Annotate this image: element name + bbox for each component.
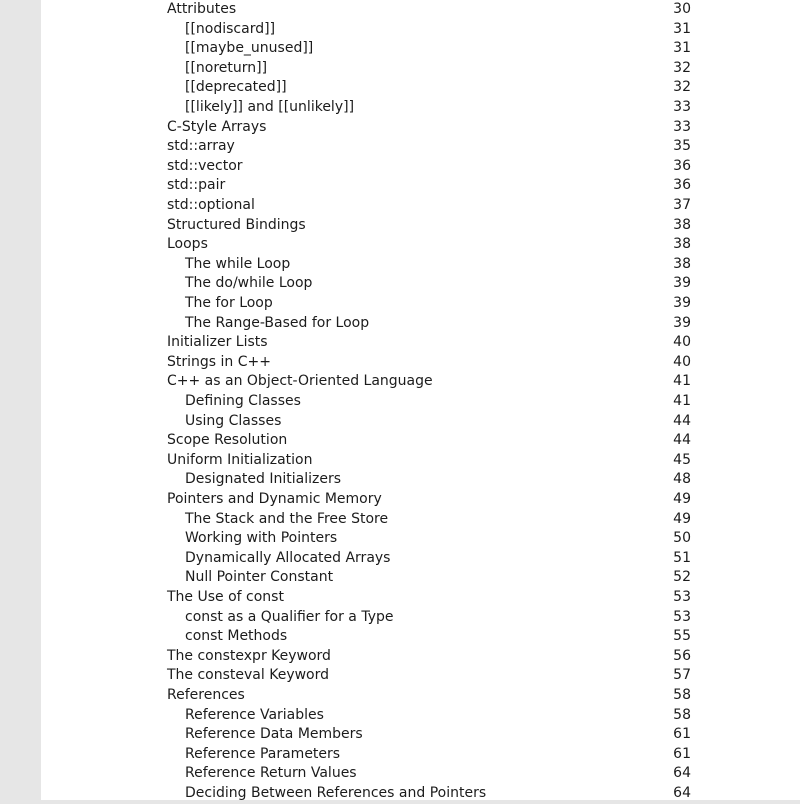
toc-entry[interactable]: [41, 39, 800, 59]
toc-entry-page-number: 61: [673, 726, 691, 743]
toc-entry[interactable]: [41, 451, 800, 471]
toc-entry-page-number: 40: [673, 353, 691, 370]
toc-entry-title: [[deprecated]]: [185, 79, 287, 96]
toc-entry-page-number: 44: [673, 412, 691, 429]
toc-entry-page-number: 38: [673, 216, 691, 233]
toc-entry[interactable]: [41, 157, 800, 177]
toc-entry-page-number: 50: [673, 530, 691, 547]
toc-entry-page-number: 53: [673, 608, 691, 625]
toc-entry-page-number: 36: [673, 177, 691, 194]
toc-entry-page-number: 49: [673, 491, 691, 507]
toc-entry-page-number: 52: [673, 569, 691, 586]
toc-entry[interactable]: [41, 588, 800, 608]
toc-entry[interactable]: [41, 764, 800, 784]
toc-entry[interactable]: [41, 608, 800, 628]
toc-entry[interactable]: [41, 470, 800, 490]
toc-entry-page-number: 40: [673, 334, 691, 351]
toc-entry-page-number: 39: [673, 314, 691, 331]
toc-entry-title: Using Classes: [185, 412, 282, 429]
toc-entry-page-number: 41: [673, 393, 691, 409]
toc-entry-title: The Range-Based for Loop: [185, 314, 370, 331]
toc-entry[interactable]: [41, 490, 800, 510]
toc-entry[interactable]: [41, 510, 800, 530]
toc-entry-page-number: 38: [673, 236, 691, 253]
toc-entry-title: Reference Parameters: [185, 745, 341, 762]
toc-entry-title: std::array: [167, 138, 235, 155]
toc-entry-page-number: 33: [673, 118, 691, 135]
toc-entry-title: std::vector: [167, 157, 243, 174]
toc-entry[interactable]: [41, 568, 800, 588]
toc-entry-title: Loops: [167, 236, 208, 253]
toc-entry[interactable]: [41, 98, 800, 118]
toc-entry[interactable]: [41, 529, 800, 549]
toc-entry-page-number: 51: [673, 549, 691, 566]
toc-entry-page-number: 31: [673, 20, 691, 37]
toc-entry[interactable]: [41, 725, 800, 745]
toc-entry[interactable]: [41, 647, 800, 667]
toc-entry-page-number: 32: [673, 79, 691, 96]
toc-entry-page-number: 41: [673, 373, 691, 390]
toc-entry-title: std::pair: [167, 177, 226, 194]
toc-entry-page-number: 48: [673, 471, 691, 488]
toc-entry-page-number: 64: [673, 765, 691, 782]
toc-entry-title: Strings in C++: [167, 353, 271, 370]
toc-entry-title: Null Pointer Constant: [185, 569, 334, 586]
toc-entry-title: Initializer Lists: [167, 334, 268, 351]
toc-entry-title: Uniform Initialization: [167, 451, 313, 468]
toc-entry-page-number: 55: [673, 628, 691, 645]
toc-entry-title: Working with Pointers: [185, 530, 338, 547]
toc-entry-title: Defining Classes: [185, 393, 301, 409]
toc-entry-title: const Methods: [185, 628, 288, 645]
toc-entry-title: C++ as an Object-Oriented Language: [167, 373, 433, 390]
toc-entry[interactable]: [41, 392, 800, 412]
toc-entry[interactable]: [41, 314, 800, 334]
toc-entry[interactable]: [41, 549, 800, 569]
toc-entry-title: Attributes: [167, 1, 237, 17]
toc-entry-page-number: 36: [673, 157, 691, 174]
toc-entry-title: std::optional: [167, 197, 255, 213]
toc-entry-title: Dynamically Allocated Arrays: [185, 549, 391, 566]
toc-entry-title: The consteval Keyword: [167, 667, 330, 684]
toc-entry[interactable]: [41, 196, 800, 216]
toc-entry[interactable]: [41, 353, 800, 373]
toc-entry-page-number: 56: [673, 647, 691, 664]
toc-entry[interactable]: [41, 666, 800, 686]
toc-entry-page-number: 58: [673, 687, 691, 703]
toc-entry-title: The do/while Loop: [185, 275, 313, 292]
toc-entry-page-number: 58: [673, 706, 691, 723]
toc-entry[interactable]: [41, 255, 800, 275]
toc-entry-title: [[noreturn]]: [185, 59, 268, 76]
toc-entry[interactable]: [41, 118, 800, 138]
toc-entry[interactable]: [41, 176, 800, 196]
toc-entry-page-number: 31: [673, 40, 691, 57]
toc-entry[interactable]: [41, 0, 800, 20]
toc-entry[interactable]: [41, 235, 800, 255]
toc-entry-page-number: 57: [673, 667, 691, 684]
toc-entry-page-number: 32: [673, 59, 691, 76]
toc-entry[interactable]: [41, 431, 800, 451]
toc-entry-title: The Use of const: [167, 589, 284, 605]
toc-entry[interactable]: [41, 294, 800, 314]
toc-entry-title: [[maybe_unused]]: [185, 40, 314, 57]
toc-entry[interactable]: [41, 59, 800, 79]
toc-entry-title: Structured Bindings: [167, 216, 306, 233]
toc-entry-page-number: 33: [673, 99, 691, 115]
toc-entry[interactable]: [41, 627, 800, 647]
toc-entry-page-number: 35: [673, 138, 691, 155]
toc-entry[interactable]: [41, 274, 800, 294]
toc-entry-page-number: 38: [673, 255, 691, 272]
toc-entry-title: Reference Return Values: [185, 765, 357, 782]
toc-entry-page-number: 44: [673, 432, 691, 449]
toc-entry[interactable]: [41, 745, 800, 765]
toc-entry-title: [[nodiscard]]: [185, 20, 276, 37]
toc-entry[interactable]: [41, 20, 800, 40]
toc-entry-page-number: 49: [673, 510, 691, 527]
toc-entry[interactable]: [41, 784, 800, 804]
table-of-contents: [41, 0, 800, 800]
toc-entry[interactable]: [41, 412, 800, 432]
toc-entry-title: const as a Qualifier for a Type: [185, 608, 394, 625]
toc-entry-page-number: 53: [673, 589, 691, 605]
toc-entry-title: Scope Resolution: [167, 432, 288, 449]
toc-entry-title: The while Loop: [185, 255, 291, 272]
toc-entry-page-number: 45: [673, 451, 691, 468]
toc-entry-title: [[likely]] and [[unlikely]]: [185, 99, 355, 115]
toc-entry-title: The for Loop: [185, 295, 273, 311]
toc-entry-page-number: 64: [673, 785, 691, 801]
toc-entry-title: Pointers and Dynamic Memory: [167, 491, 382, 507]
toc-entry-title: Reference Variables: [185, 706, 324, 723]
toc-entry-title: The constexpr Keyword: [167, 647, 331, 664]
toc-entry[interactable]: [41, 216, 800, 236]
toc-entry[interactable]: [41, 372, 800, 392]
toc-entry-page-number: 39: [673, 275, 691, 292]
toc-entry-title: Deciding Between References and Pointers: [185, 785, 487, 801]
toc-entry-page-number: 39: [673, 295, 691, 311]
toc-entry-title: References: [167, 687, 245, 703]
toc-entry-title: The Stack and the Free Store: [185, 510, 389, 527]
toc-entry-title: Designated Initializers: [185, 471, 341, 488]
toc-entry-page-number: 37: [673, 197, 691, 213]
toc-entry[interactable]: [41, 333, 800, 353]
toc-entry-title: Reference Data Members: [185, 726, 363, 743]
toc-entry[interactable]: [41, 706, 800, 726]
toc-entry[interactable]: [41, 78, 800, 98]
toc-entry-page-number: 61: [673, 745, 691, 762]
toc-entry[interactable]: [41, 686, 800, 706]
toc-entry-title: C-Style Arrays: [167, 118, 267, 135]
document-page: [41, 0, 800, 800]
toc-entry[interactable]: [41, 137, 800, 157]
toc-entry-page-number: 30: [673, 1, 691, 17]
